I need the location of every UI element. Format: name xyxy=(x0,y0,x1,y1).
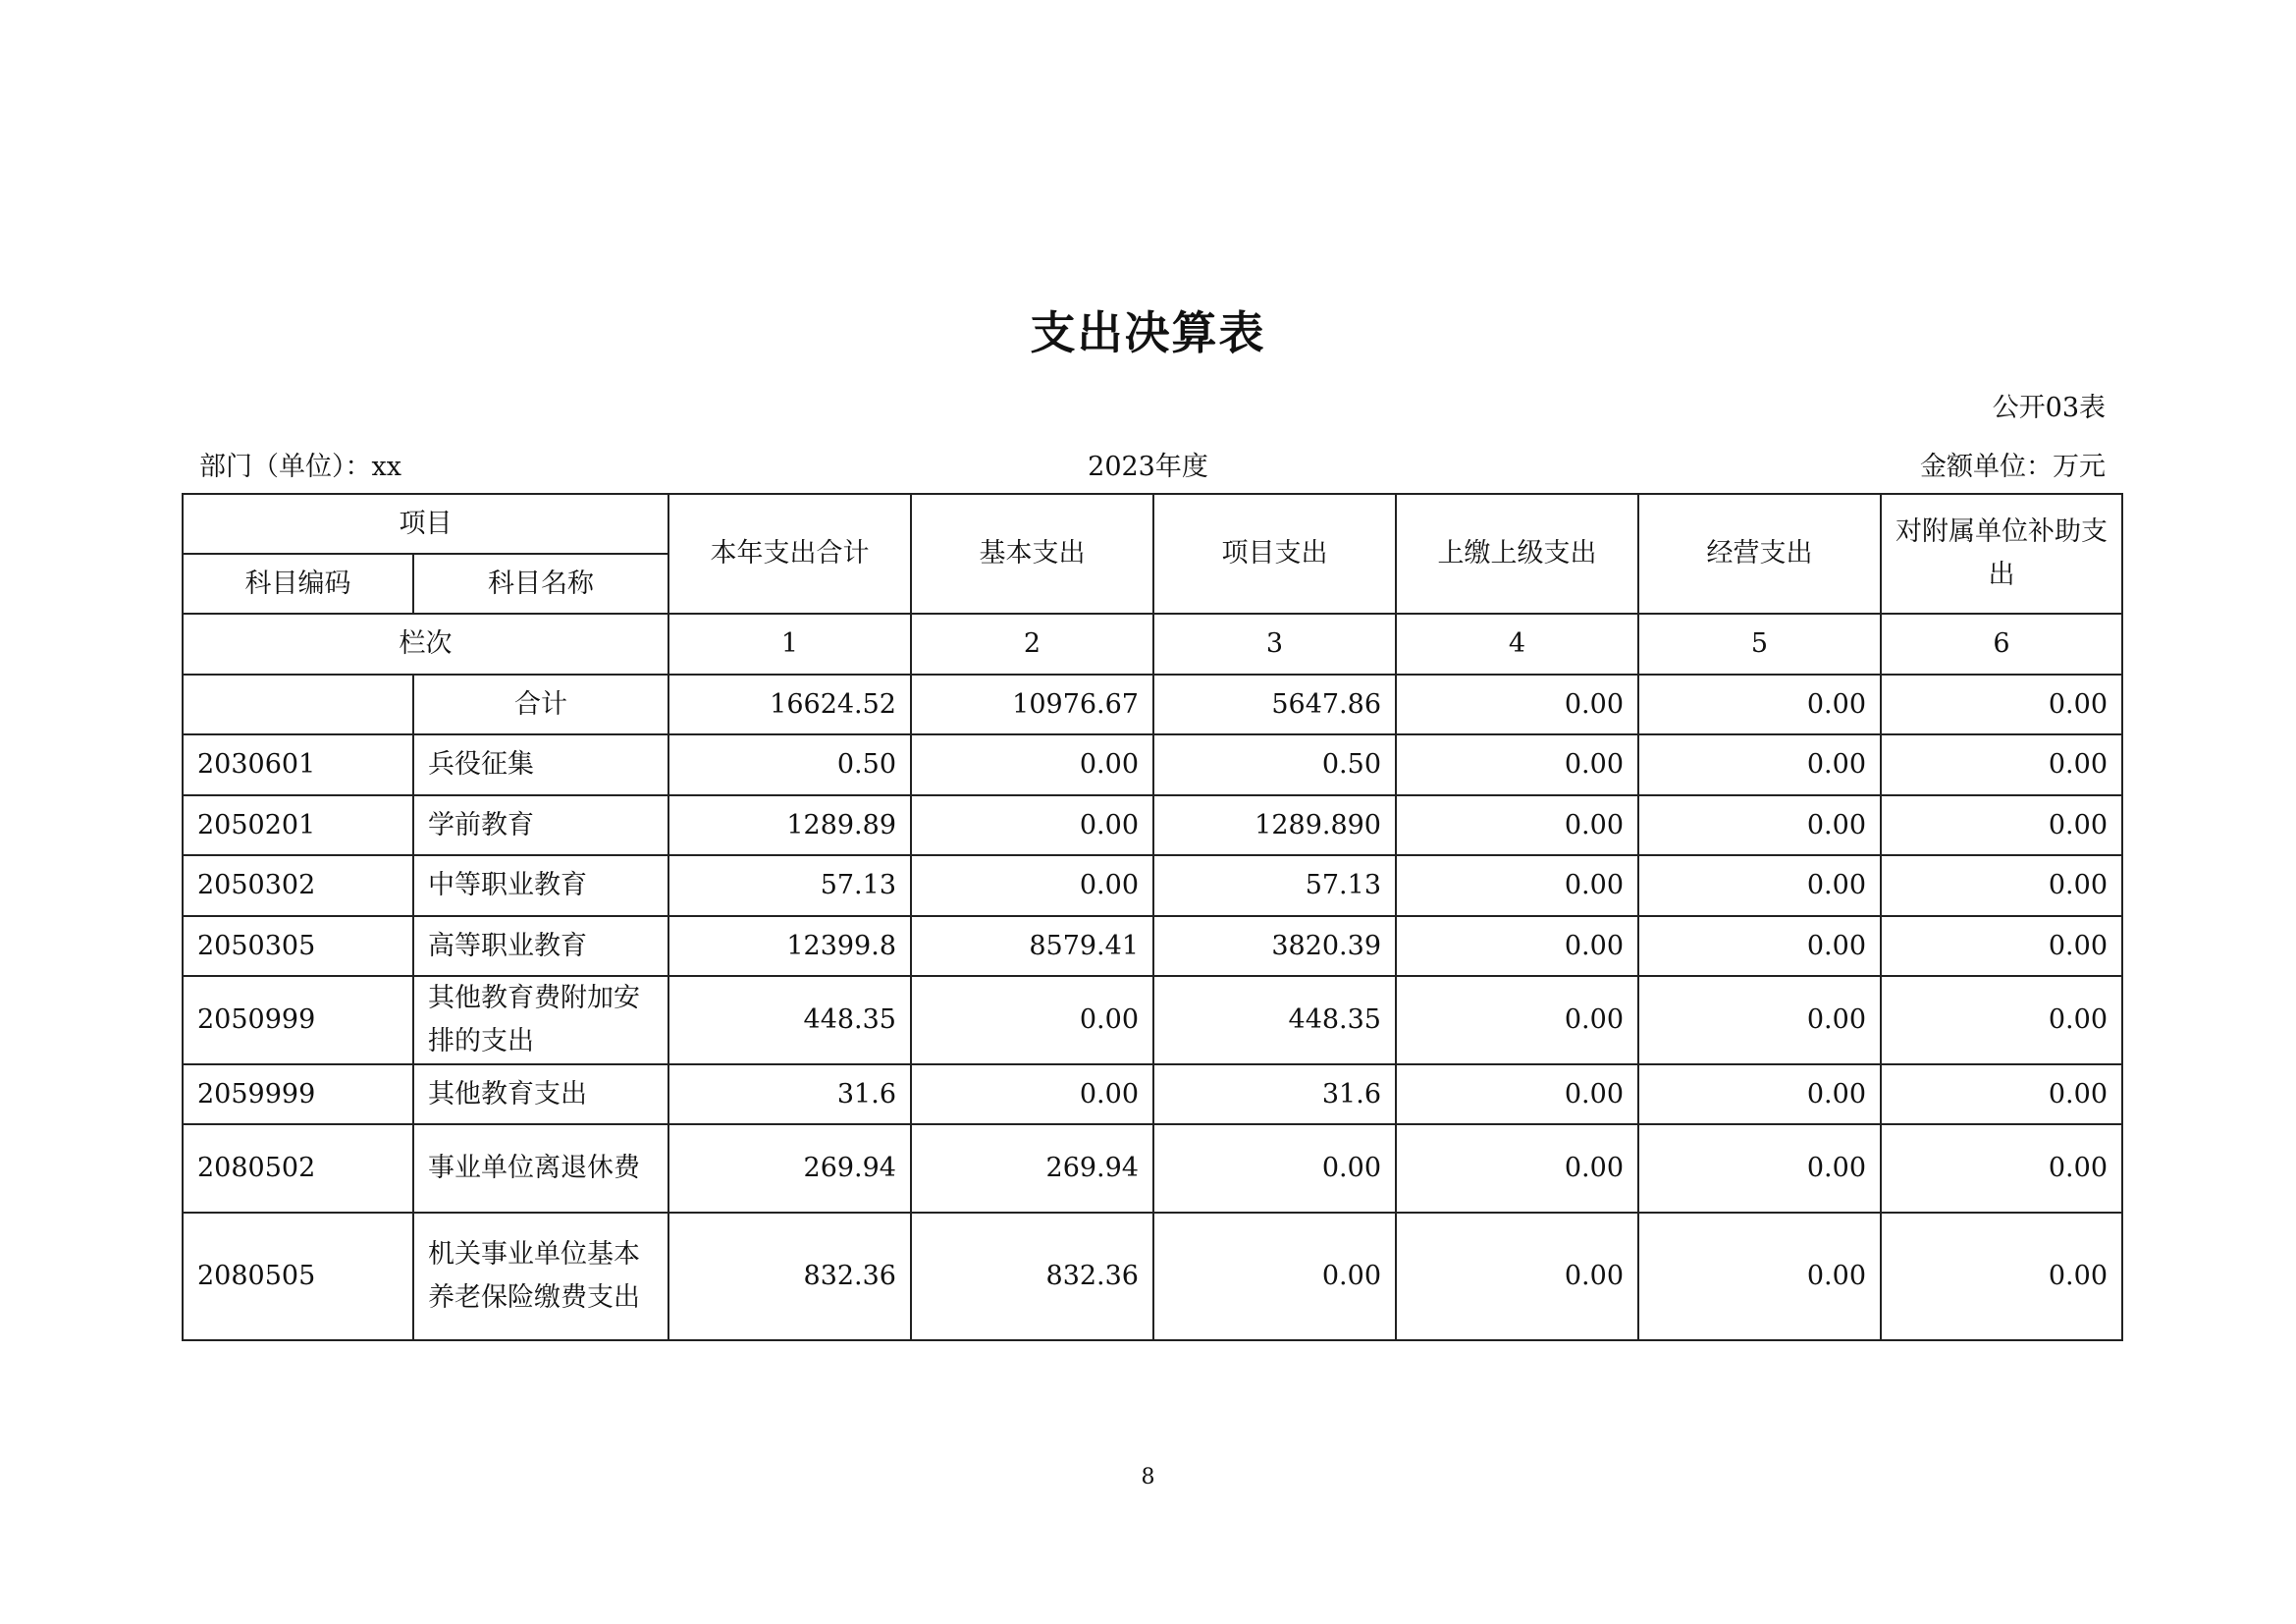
subject-name: 中等职业教育 xyxy=(413,855,668,916)
value-total: 12399.8 xyxy=(668,916,911,976)
value-project: 57.13 xyxy=(1153,855,1396,916)
summary-total: 16624.52 xyxy=(668,675,911,734)
value-project: 0.00 xyxy=(1153,1124,1396,1213)
summary-project: 5647.86 xyxy=(1153,675,1396,734)
summary-subsidy: 0.00 xyxy=(1881,675,2122,734)
value-upper: 0.00 xyxy=(1396,734,1638,795)
subject-name: 机关事业单位基本养老保险缴费支出 xyxy=(413,1213,668,1340)
value-upper: 0.00 xyxy=(1396,916,1638,976)
subject-name: 高等职业教育 xyxy=(413,916,668,976)
value-total: 832.36 xyxy=(668,1213,911,1340)
value-business: 0.00 xyxy=(1638,795,1881,855)
value-upper: 0.00 xyxy=(1396,1124,1638,1213)
table-row xyxy=(183,976,2122,1064)
value-project: 31.6 xyxy=(1153,1064,1396,1124)
table-row xyxy=(183,1064,2122,1124)
value-basic: 8579.41 xyxy=(911,916,1153,976)
value-total: 31.6 xyxy=(668,1064,911,1124)
summary-code xyxy=(183,675,413,734)
header-upper: 上缴上级支出 xyxy=(1396,494,1638,614)
column-index-6: 6 xyxy=(1881,614,2122,675)
value-subsidy: 0.00 xyxy=(1881,1064,2122,1124)
header-total: 本年支出合计 xyxy=(668,494,911,614)
column-index-1: 1 xyxy=(668,614,911,675)
page-title: 支出决算表 xyxy=(1030,306,1266,359)
value-project: 3820.39 xyxy=(1153,916,1396,976)
subject-name: 其他教育费附加安排的支出 xyxy=(413,976,668,1064)
table-row xyxy=(183,734,2122,795)
header-basic: 基本支出 xyxy=(911,494,1153,614)
subject-code: 2030601 xyxy=(183,734,413,795)
subject-code: 2080505 xyxy=(183,1213,413,1340)
value-subsidy: 0.00 xyxy=(1881,795,2122,855)
column-index-4: 4 xyxy=(1396,614,1638,675)
value-basic: 0.00 xyxy=(911,855,1153,916)
header-item: 项目 xyxy=(183,494,668,554)
value-project: 448.35 xyxy=(1153,976,1396,1064)
value-upper: 0.00 xyxy=(1396,795,1638,855)
value-basic: 0.00 xyxy=(911,795,1153,855)
value-business: 0.00 xyxy=(1638,1213,1881,1340)
header-subsidy: 对附属单位补助支出 xyxy=(1881,494,2122,614)
value-project: 1289.890 xyxy=(1153,795,1396,855)
subject-code: 2059999 xyxy=(183,1064,413,1124)
table-row xyxy=(183,855,2122,916)
subject-name: 其他教育支出 xyxy=(413,1064,668,1124)
value-upper: 0.00 xyxy=(1396,1213,1638,1340)
summary-name: 合计 xyxy=(413,675,668,734)
value-business: 0.00 xyxy=(1638,855,1881,916)
header-project: 项目支出 xyxy=(1153,494,1396,614)
fiscal-year: 2023年度 xyxy=(1088,452,1208,482)
column-index-3: 3 xyxy=(1153,614,1396,675)
value-total: 0.50 xyxy=(668,734,911,795)
header-row-1 xyxy=(183,494,2122,554)
summary-upper: 0.00 xyxy=(1396,675,1638,734)
column-index-2: 2 xyxy=(911,614,1153,675)
subject-name: 学前教育 xyxy=(413,795,668,855)
form-number: 公开03表 xyxy=(1992,393,2106,423)
value-project: 0.50 xyxy=(1153,734,1396,795)
value-total: 1289.89 xyxy=(668,795,911,855)
summary-basic: 10976.67 xyxy=(911,675,1153,734)
value-basic: 269.94 xyxy=(911,1124,1153,1213)
value-subsidy: 0.00 xyxy=(1881,1213,2122,1340)
value-business: 0.00 xyxy=(1638,1064,1881,1124)
value-basic: 0.00 xyxy=(911,976,1153,1064)
value-subsidy: 0.00 xyxy=(1881,1124,2122,1213)
amount-unit: 金额单位：万元 xyxy=(1920,452,2106,482)
value-upper: 0.00 xyxy=(1396,976,1638,1064)
value-total: 448.35 xyxy=(668,976,911,1064)
table-row xyxy=(183,916,2122,976)
value-basic: 832.36 xyxy=(911,1213,1153,1340)
value-upper: 0.00 xyxy=(1396,1064,1638,1124)
page-number: 8 xyxy=(1141,1465,1155,1489)
value-upper: 0.00 xyxy=(1396,855,1638,916)
table-body xyxy=(183,494,2122,1340)
value-project: 0.00 xyxy=(1153,1213,1396,1340)
expense-table xyxy=(182,493,2123,1341)
subject-code: 2050201 xyxy=(183,795,413,855)
subject-name: 兵役征集 xyxy=(413,734,668,795)
table-row xyxy=(183,1124,2122,1213)
summary-row xyxy=(183,675,2122,734)
value-subsidy: 0.00 xyxy=(1881,734,2122,795)
value-business: 0.00 xyxy=(1638,916,1881,976)
summary-business: 0.00 xyxy=(1638,675,1881,734)
value-basic: 0.00 xyxy=(911,1064,1153,1124)
header-code: 科目编码 xyxy=(183,554,413,614)
table-row xyxy=(183,1213,2122,1340)
column-index-row xyxy=(183,614,2122,675)
subject-code: 2050302 xyxy=(183,855,413,916)
subject-code: 2050305 xyxy=(183,916,413,976)
value-basic: 0.00 xyxy=(911,734,1153,795)
value-business: 0.00 xyxy=(1638,1124,1881,1213)
header-business: 经营支出 xyxy=(1638,494,1881,614)
value-subsidy: 0.00 xyxy=(1881,855,2122,916)
subject-code: 2050999 xyxy=(183,976,413,1064)
column-index-label: 栏次 xyxy=(183,614,668,675)
department-label: 部门（单位）：xx xyxy=(199,452,401,482)
value-total: 269.94 xyxy=(668,1124,911,1213)
subject-name: 事业单位离退休费 xyxy=(413,1124,668,1213)
header-name: 科目名称 xyxy=(413,554,668,614)
value-subsidy: 0.00 xyxy=(1881,976,2122,1064)
value-business: 0.00 xyxy=(1638,734,1881,795)
value-total: 57.13 xyxy=(668,855,911,916)
subject-code: 2080502 xyxy=(183,1124,413,1213)
column-index-5: 5 xyxy=(1638,614,1881,675)
table-row xyxy=(183,795,2122,855)
value-subsidy: 0.00 xyxy=(1881,916,2122,976)
value-business: 0.00 xyxy=(1638,976,1881,1064)
